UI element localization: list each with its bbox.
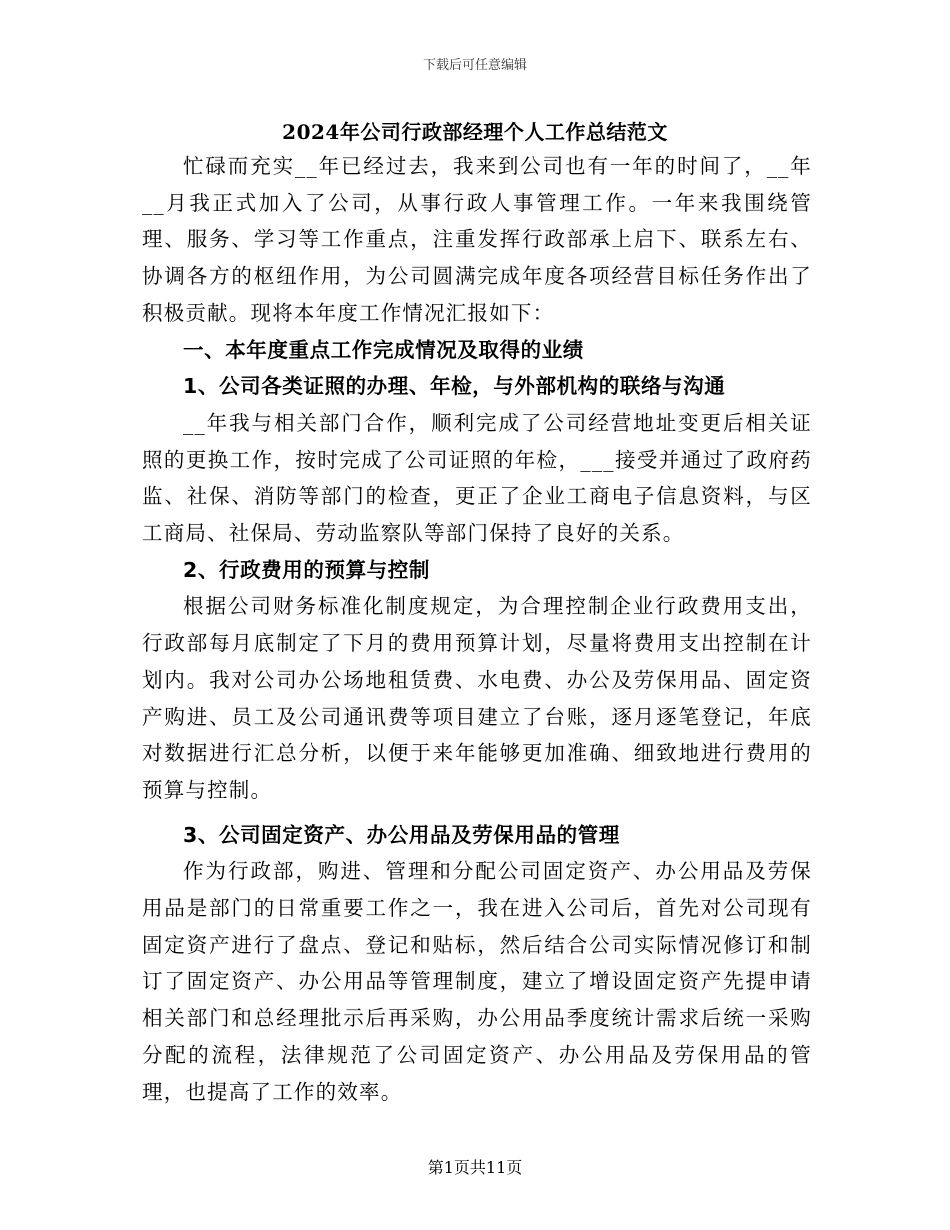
item-body-1: __年我与相关部门合作，顺利完成了公司经营地址变更后相关证照的更换工作，按时完成了公司证照的年检，___接受并通过了政府药监、社保、消防等部门的检查，更正了企业工商电子信息资料，与区工商局、社保局、劳动监察队等部门保持了良好的关系。 bbox=[142, 410, 812, 546]
item-heading-1: 1、公司各类证照的办理、年检，与外部机构的联络与沟通 bbox=[183, 374, 726, 399]
page-footer: 第1页共11页 bbox=[427, 1158, 523, 1177]
intro-paragraph: 忙碌而充实__年已经过去，我来到公司也有一年的时间了，__年__月我正式加入了公司，从事行政人事管理工作。一年来我围绕管理、服务、学习等工作重点，注重发挥行政部承上启下、联系左右、协调各方的枢纽作用，为公司圆满完成年度各项经营目标任务作出了积极贡献。现将本年度工作情况汇报如下： bbox=[142, 154, 812, 325]
document-title: 2024年公司行政部经理个人工作总结范文 bbox=[282, 120, 668, 144]
document-body bbox=[142, 148, 812, 1110]
header-note: 下载后可任意编辑 bbox=[422, 58, 527, 73]
item-heading-3: 3、公司固定资产、办公用品及劳保用品的管理 bbox=[183, 822, 620, 847]
section-heading-1: 一、本年度重点工作完成情况及取得的业绩 bbox=[183, 337, 584, 362]
item-heading-2: 2、行政费用的预算与控制 bbox=[183, 557, 430, 582]
item-body-2: 根据公司财务标准化制度规定，为合理控制企业行政费用支出，行政部每月底制定了下月的费用预算计划，尽量将费用支出控制在计划内。我对公司办公场地租赁费、水电费、办公及劳保用品、固定资产购进、员工及公司通讯费等项目建立了台账，逐月逐笔登记，年底对数据进行汇总分析，以便于来年能够更加准确、细致地进行费用的预算与控制。 bbox=[142, 594, 812, 802]
item-body-3: 作为行政部，购进、管理和分配公司固定资产、办公用品及劳保用品是部门的日常重要工作之一，我在进入公司后，首先对公司现有固定资产进行了盘点、登记和贴标，然后结合公司实际情况修订和制订了固定资产、办公用品等管理制度，建立了增设固定资产先提申请相关部门和总经理批示后再采购，办公用品季度统计需求后统一采购分配的流程，法律规范了公司固定资产、办公用品及劳保用品的管理，也提高了工作的效率。 bbox=[142, 859, 812, 1104]
